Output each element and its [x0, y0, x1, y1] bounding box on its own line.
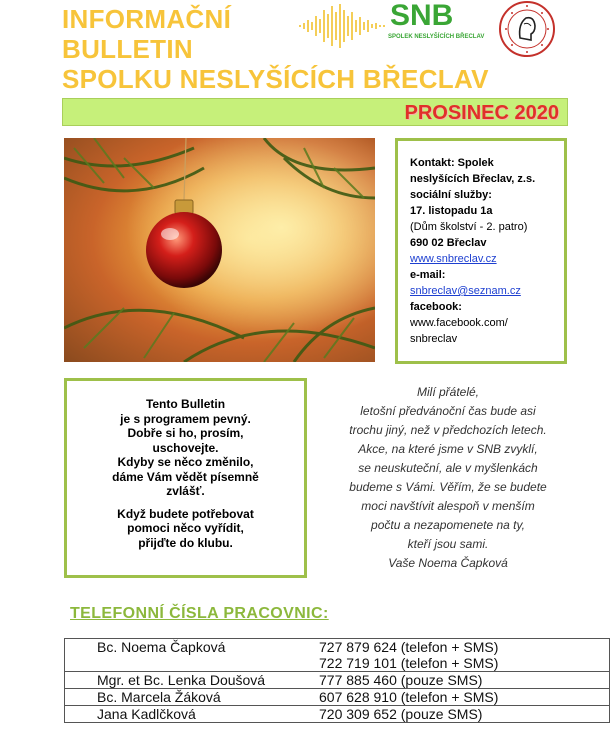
union-seal-icon	[498, 0, 556, 58]
info-line: uschovejte.	[152, 440, 219, 455]
issue-date: PROSINEC 2020	[404, 102, 559, 124]
phones-table	[64, 638, 610, 723]
phone-number: 720 309 652 (pouze SMS)	[319, 706, 483, 722]
contact-label: Kontakt: Spolek neslyšících Břeclav, z.s. sociální služby:	[410, 157, 536, 201]
staff-name: Jana Kadlčková	[97, 706, 196, 722]
greeting-letter	[318, 383, 578, 573]
contact-street: 17. listopadu 1a	[410, 205, 493, 217]
snb-logo-subtext: SPOLEK NESLYŠÍCÍCH BŘECLAV	[388, 34, 485, 40]
table-row	[65, 689, 610, 706]
christmas-ornament-photo	[64, 138, 375, 362]
info-box	[64, 378, 307, 578]
contact-box	[395, 138, 567, 364]
staff-name: Bc. Marcela Žáková	[97, 689, 221, 705]
info-line: pomoci něco vyřídit,	[127, 521, 244, 535]
phone-number: 607 628 910 (telefon + SMS)	[319, 689, 499, 705]
letter-line: se neuskuteční, ale v myšlenkách	[358, 461, 538, 475]
date-bar	[62, 98, 568, 126]
phone-number: 777 885 460 (pouze SMS)	[319, 672, 483, 688]
email-link[interactable]: snbreclav@seznam.cz	[410, 285, 521, 297]
phone-number: 722 719 101 (telefon + SMS)	[319, 655, 499, 671]
info-line: Tento Bulletin	[145, 397, 226, 411]
table-row	[65, 639, 610, 672]
info-line: zvlášť.	[166, 484, 205, 498]
website-link[interactable]: www.snbreclav.cz	[410, 253, 497, 265]
info-line: Když budete potřebovat	[117, 506, 254, 521]
info-line: dáme Vám vědět písemně	[112, 469, 259, 484]
snb-logo-text: SNB	[390, 0, 454, 32]
contact-city: 690 02 Břeclav	[410, 237, 487, 249]
letter-signature: Vaše Noema Čapková	[388, 556, 508, 570]
title-line-2: BULLETIN	[62, 34, 193, 64]
snb-logo	[298, 0, 485, 50]
email-label: e-mail:	[410, 269, 446, 281]
phones-heading: TELEFONNÍ ČÍSLA PRACOVNIC:	[70, 605, 329, 622]
letter-line: Milí přátelé,	[416, 385, 480, 399]
info-line: je s programem pevný.	[120, 411, 251, 426]
letter-line: letošní předvánoční čas bude asi	[360, 404, 536, 418]
title-line-1: INFORMAČNÍ	[62, 4, 232, 34]
phone-number: 727 879 624 (telefon + SMS)	[319, 639, 499, 655]
staff-name: Bc. Noema Čapková	[97, 639, 226, 655]
letter-line: budeme s Vámi. Věřím, že se budete	[349, 480, 547, 494]
info-line: přijďte do klubu.	[138, 535, 233, 550]
letter-line: Akce, na které jsme v SNB zvyklí,	[358, 442, 538, 456]
sound-wave-icon	[298, 0, 390, 50]
letter-line: počtu a nezapomenete na ty,	[371, 518, 525, 532]
info-line: Dobře si ho, prosím,	[127, 426, 244, 440]
staff-name: Mgr. et Bc. Lenka Doušová	[97, 672, 266, 688]
letter-line: moci navštívit alespoň v menším	[361, 499, 535, 513]
table-row	[65, 672, 610, 689]
letter-line: trochu jiný, než v předchozích letech.	[349, 423, 547, 437]
facebook-url-line-2: snbreclav	[410, 333, 458, 345]
facebook-label: facebook:	[410, 301, 462, 313]
letter-line: kteří jsou sami.	[407, 537, 489, 551]
info-paragraph-1	[67, 397, 304, 499]
title-line-3: SPOLKU NESLYŠÍCÍCH BŘECLAV	[62, 64, 489, 94]
info-paragraph-2	[67, 507, 304, 551]
info-line: Kdyby se něco změnilo,	[117, 455, 254, 469]
facebook-url-line-1: www.facebook.com/	[410, 317, 508, 329]
contact-building: (Dům školství - 2. patro)	[410, 221, 528, 233]
table-row	[65, 706, 610, 723]
